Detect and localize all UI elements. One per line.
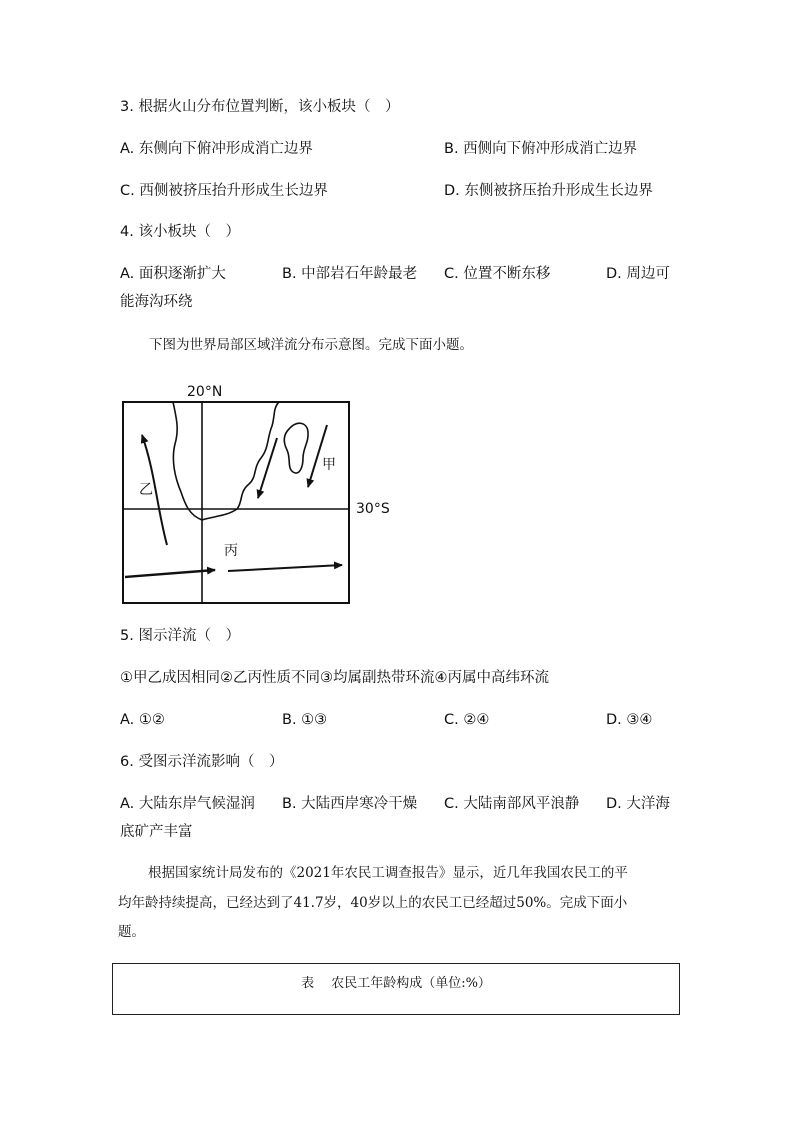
lat-20n-label: 20°N	[187, 384, 223, 400]
age-composition-table	[112, 963, 680, 1015]
q4-option-d: D. 周边可	[606, 266, 670, 282]
q3-option-d: D. 东侧被挤压抬升形成生长边界	[444, 183, 653, 199]
q5-option-d: D. ③④	[606, 712, 653, 728]
q4-stem: 4. 该小板块（ ）	[120, 224, 240, 240]
continent-coastline	[202, 402, 279, 520]
jia-current-arrow-outer	[308, 425, 327, 487]
q5-option-a: A. ①②	[120, 712, 165, 728]
q4-option-c: C. 位置不断东移	[444, 266, 551, 282]
q5-option-b: B. ①③	[282, 712, 328, 728]
q6-option-a: A. 大陆东岸气候湿润	[120, 796, 255, 812]
q6-stem: 6. 受图示洋流影响（ ）	[120, 754, 284, 770]
island-outline	[284, 423, 308, 473]
q4-option-a: A. 面积逐渐扩大	[120, 266, 226, 282]
q3-option-b: B. 西侧向下俯冲形成消亡边界	[444, 141, 638, 157]
report-intro-line-3: 题。	[118, 924, 145, 940]
q5-stem: 5. 图示洋流（ ）	[120, 628, 240, 644]
current-label-jia: 甲	[322, 457, 336, 473]
q3-option-c: C. 西侧被挤压抬升形成生长边界	[120, 183, 328, 199]
q3-option-a: A. 东侧向下俯冲形成消亡边界	[120, 141, 313, 157]
jia-current-arrow-inner	[258, 438, 277, 498]
ocean-current-map	[115, 380, 405, 610]
q5-option-c: C. ②④	[444, 712, 490, 728]
lat-30s-label: 30°S	[356, 501, 390, 517]
q6-option-d: D. 大洋海	[606, 796, 670, 812]
map-intro: 下图为世界局部区域洋流分布示意图。完成下面小题。	[149, 337, 473, 353]
q6-option-c: C. 大陆南部风平浪静	[444, 796, 580, 812]
current-label-yi: 乙	[139, 482, 153, 498]
q6-option-d-continued: 底矿产丰富	[120, 824, 193, 840]
west-coastline	[173, 402, 202, 520]
q5-statements: ①甲乙成因相同②乙丙性质不同③均属副热带环流④丙属中高纬环流	[120, 670, 549, 686]
q4-option-d-continued: 能海沟环绕	[120, 294, 193, 310]
report-intro-line-2: 均年龄持续提高，已经达到了41.7岁，40岁以上的农民工已经超过50%。完成下面小	[118, 895, 628, 911]
table-caption: 表 农民工年龄构成（单位:%）	[301, 976, 491, 991]
bing-current-arrow-east	[228, 565, 342, 571]
q3-stem: 3. 根据火山分布位置判断，该小板块（ ）	[120, 99, 400, 115]
report-intro-line-1: 根据国家统计局发布的《2021年农民工调查报告》显示，近几年我国农民工的平	[148, 865, 628, 881]
q6-option-b: B. 大陆西岸寒冷干燥	[282, 796, 418, 812]
q4-option-b: B. 中部岩石年龄最老	[282, 266, 418, 282]
current-label-bing: 丙	[224, 543, 238, 559]
